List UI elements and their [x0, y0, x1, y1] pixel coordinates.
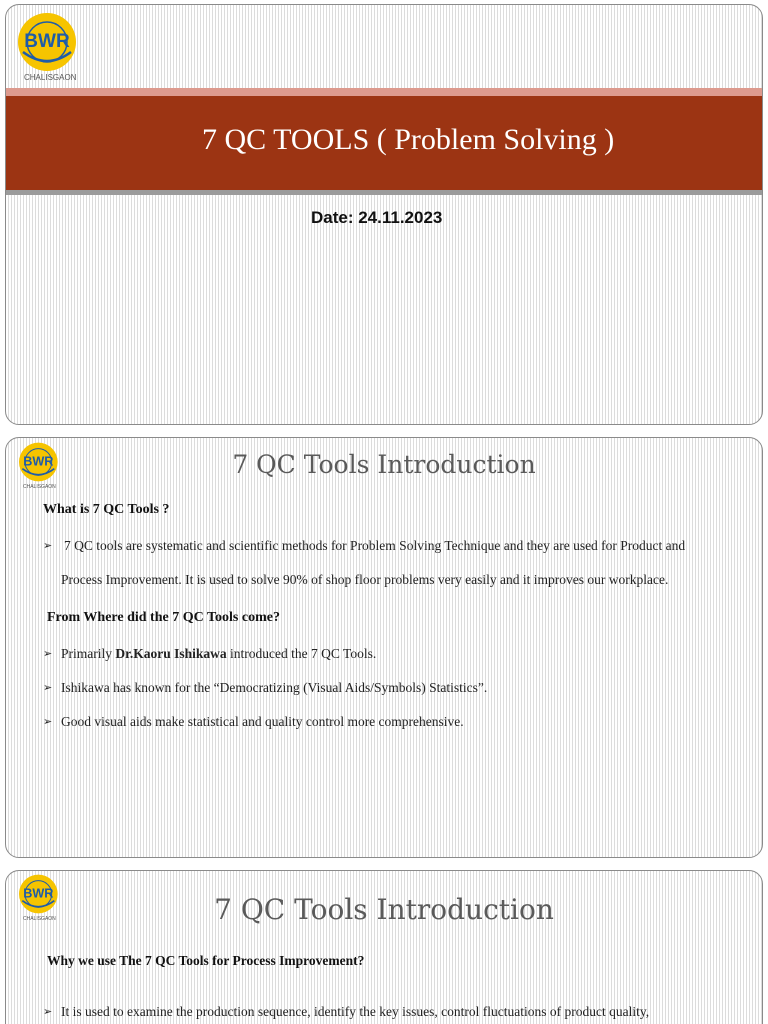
arrow-bullet-icon: ➢	[43, 682, 53, 694]
slide-1	[5, 4, 763, 425]
slide-2	[5, 437, 763, 858]
svg-text:BWR: BWR	[23, 454, 54, 469]
bwr-logo-icon	[15, 12, 81, 72]
question-heading: What is 7 QC Tools ?	[43, 502, 170, 517]
presentation-date: Date: 24.11.2023	[311, 208, 443, 227]
bullet-item: ➢ Primarily Dr.Kaoru Ishikawa introduced the 7 QC Tools.	[43, 646, 377, 661]
svg-text:BWR: BWR	[23, 886, 54, 901]
arrow-bullet-icon: ➢	[43, 1006, 53, 1018]
arrow-bullet-icon: ➢	[43, 716, 53, 728]
logo-location: CHALISGAON	[23, 484, 56, 490]
ishikawa-name: Dr.Kaoru Ishikawa	[115, 646, 227, 661]
logo-location: CHALISGAON	[23, 916, 56, 922]
presentation-title: 7 QC TOOLS ( Problem Solving )	[202, 123, 615, 156]
slide-3	[5, 870, 763, 1024]
pink-accent-band	[6, 88, 762, 96]
arrow-bullet-icon: ➢	[43, 648, 53, 660]
slide-title: 7 QC Tools Introduction	[214, 893, 554, 926]
logo-location: CHALISGAON	[24, 73, 77, 82]
bullet-item: ➢ Good visual aids make statistical and quality control more comprehensive.	[43, 714, 464, 729]
arrow-bullet-icon: ➢	[43, 540, 53, 552]
grey-accent-band	[6, 190, 762, 195]
bullet-item: ➢ It is used to examine the production sequence, identify the key issues, control fluctuations of product quality,	[43, 1004, 650, 1019]
bullet-item: ➢ 7 QC tools are systematic and scientific methods for Problem Solving Technique and they are used for Product and	[43, 538, 686, 553]
slide-title: 7 QC Tools Introduction	[232, 450, 536, 479]
bullet-item: ➢ Ishikawa has known for the “Democratizing (Visual Aids/Symbols) Statistics”.	[43, 680, 488, 695]
bullet-continuation: Process Improvement. It is used to solve 90% of shop floor problems very easily and it improves our workplace.	[61, 572, 669, 587]
question-heading: From Where did the 7 QC Tools come?	[47, 610, 280, 625]
logo-text: BWR	[24, 31, 70, 52]
question-heading: Why we use The 7 QC Tools for Process Improvement?	[47, 953, 365, 968]
